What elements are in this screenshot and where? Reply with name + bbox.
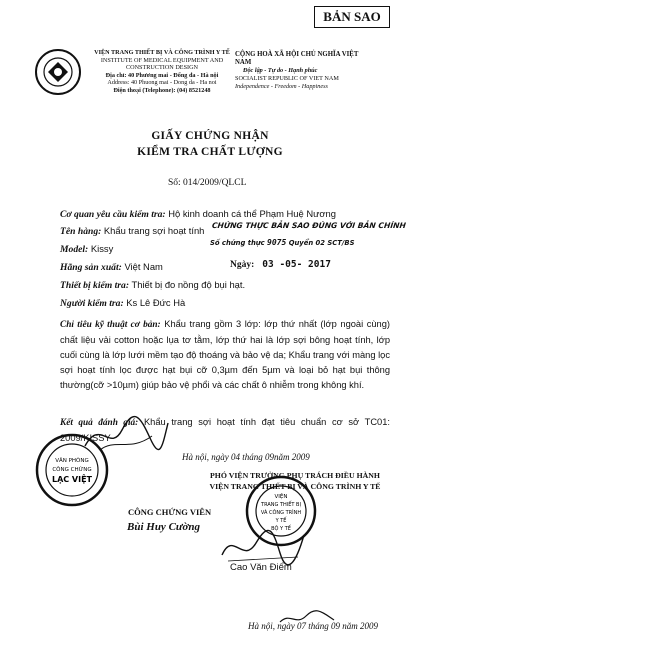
seal-line-2: TRANG THIẾT BỊ xyxy=(261,502,301,508)
seal-line-1: VIỆN xyxy=(274,494,288,500)
field-label: Người kiểm tra: xyxy=(60,298,124,309)
field-label: Hãng sản xuất: xyxy=(60,262,122,273)
institute-header xyxy=(92,49,232,95)
field-value: Khẩu trang gồm 3 lớp: lớp thứ nhất (lớp ngoài cùng) chất liệu vải cotton hoặc lụa tơ tằm, lớp thứ hai là lớp sợi bông hoạt tính, lớp cuối cùng là lớp lưới mềm tạo độ thoáng và bảo vệ da; Khẩu trang với màng lọc sợi hoạt tính lọc được hạt bụi cỡ 0,3µm đến 5µm và loại bỏ hạt bụi thông thường(cỡ >10µm) giúp bảo vệ phổi và các chất ô nhiễm trong không khí. xyxy=(60,319,390,390)
field-value: Kissy xyxy=(88,243,114,254)
republic-motto-en: Independence - Freedom - Happiness xyxy=(235,83,328,90)
field-label: Model: xyxy=(60,244,89,255)
institute-name-en-1: INSTITUTE OF MEDICAL EQUIPMENT AND xyxy=(100,56,224,64)
issue-place-date: Hà nội, ngày 04 tháng 09năm 2009 xyxy=(182,452,310,462)
field-value: Việt Nam xyxy=(121,261,163,272)
field-manufacturer xyxy=(60,260,163,274)
institute-address-en: Address: 40 Phuong mai - Dong da - Ha noi xyxy=(107,79,217,87)
field-test-equipment xyxy=(60,278,245,292)
field-value: Khẩu trang sợi hoạt tính đạt tiêu chuẩn cơ sở TC01: 2009/KISSY- xyxy=(60,417,390,443)
field-inspector xyxy=(60,296,185,310)
field-value: Hộ kinh doanh cá thể Phạm Huệ Nương xyxy=(165,208,336,219)
field-label: Tên hàng: xyxy=(60,226,102,237)
bottom-initials xyxy=(278,608,338,628)
cert-suffix: SCT/BS xyxy=(327,239,355,247)
signatory-title: PHÓ VIỆN TRƯỞNG PHỤ TRÁCH ĐIỀU HÀNH xyxy=(210,471,380,480)
signatory-institute: VIỆN TRANG THIẾT BỊ VÀ CÔNG TRÌNH Y TẾ xyxy=(209,482,381,491)
field-model xyxy=(60,242,113,256)
field-value: Thiết bị đo nồng độ bụi hạt. xyxy=(129,279,246,290)
field-product-name xyxy=(60,224,204,238)
date-label: Ngày: xyxy=(230,260,255,270)
field-value: Ks Lê Đức Hà xyxy=(123,297,186,308)
seal-line-3: LẠC VIỆT xyxy=(51,475,93,484)
institute-logo xyxy=(34,48,82,96)
field-requesting-agency xyxy=(60,207,336,221)
notary-title: CÔNG CHỨNG VIÊN xyxy=(128,507,212,517)
seal-line-4: Y TẾ xyxy=(275,518,287,524)
bottom-date: Hà nội, ngày 07 tháng 09 năm 2009 xyxy=(248,621,378,631)
institute-address: Địa chỉ: 40 Phương mai - Đống đa - Hà nội xyxy=(105,71,219,79)
certificate-number: Số: 014/2009/QLCL xyxy=(168,178,247,188)
signer-name: Cao Văn Điểm xyxy=(230,562,292,573)
certified-date-stamp xyxy=(230,259,331,270)
cert-number-prefix: Số chứng thực xyxy=(210,239,265,247)
republic-name-en: SOCIALIST REPUBLIC OF VIET NAM xyxy=(235,75,339,82)
field-label: Chỉ tiêu kỹ thuật cơ bản: xyxy=(60,320,161,330)
cert-number: 9075 xyxy=(267,238,287,247)
institute-phone: Điện thoại (Telephone): (04) 8521248 xyxy=(113,86,211,94)
copy-badge: BẢN SAO xyxy=(314,6,390,28)
seal-line-5: BỘ Y TẾ xyxy=(271,526,291,532)
institute-name-en-2: CONSTRUCTION DESIGN xyxy=(125,64,199,72)
certificate-title: GIẤY CHỨNG NHẬN xyxy=(151,130,269,142)
notary-handwritten-signature xyxy=(80,408,170,458)
field-value: Khẩu trang sợi hoạt tính xyxy=(101,225,205,236)
republic-header xyxy=(235,51,375,91)
field-label: Kết quả đánh giá: xyxy=(60,418,139,428)
seal-line-3: VÀ CÔNG TRÌNH xyxy=(260,510,302,516)
institute-name: VIỆN TRANG THIẾT BỊ VÀ CÔNG TRÌNH Y TẾ xyxy=(94,49,230,56)
seal-line-2: CÔNG CHỨNG xyxy=(52,467,92,473)
notary-name: Bùi Huy Cường xyxy=(127,521,201,533)
seal-line-1: VĂN PHÒNG xyxy=(55,458,89,464)
cert-book: Quyển 02 xyxy=(288,239,326,247)
certified-copy-stamp: CHỨNG THỰC BẢN SAO ĐÚNG VỚI BẢN CHÍNH xyxy=(211,221,407,230)
field-technical-specs xyxy=(60,317,390,393)
date-value: 03 -05- 2017 xyxy=(262,259,331,270)
field-label: Thiết bị kiểm tra: xyxy=(60,280,130,291)
certificate-subtitle: KIỂM TRA CHẤT LƯỢNG xyxy=(137,146,283,158)
field-label: Cơ quan yêu cầu kiểm tra: xyxy=(60,209,166,220)
republic-motto: Độc lập - Tự do - Hạnh phúc xyxy=(243,67,318,74)
republic-name: CỘNG HOÀ XÃ HỘI CHỦ NGHĨA VIỆT NAM xyxy=(235,51,359,66)
certified-copy-number xyxy=(210,238,354,247)
